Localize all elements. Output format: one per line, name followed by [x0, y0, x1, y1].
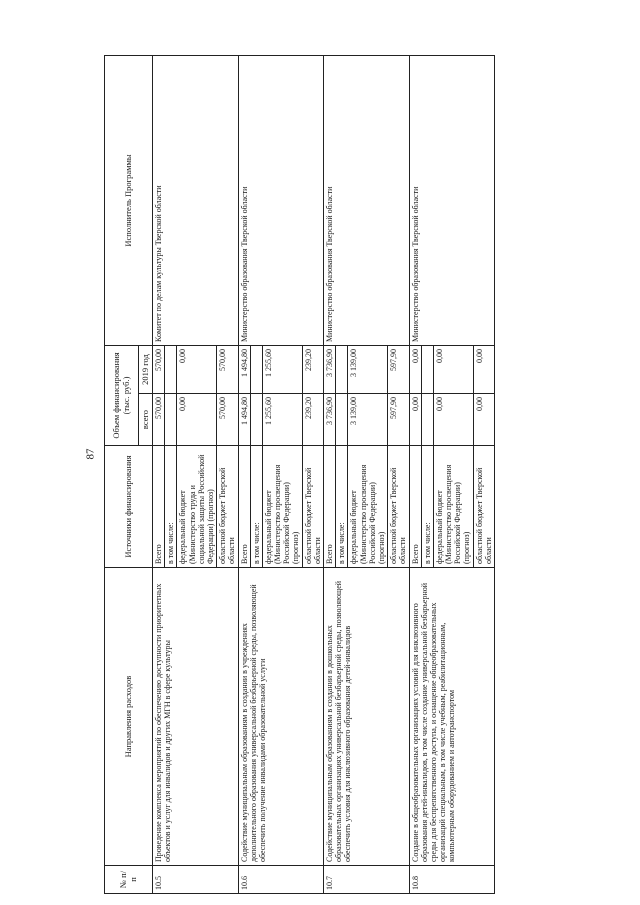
table-row	[324, 55, 336, 893]
table-row	[409, 55, 421, 893]
amount-2019: 239,20	[302, 345, 323, 393]
program-executor: Министерство образования Тверской области	[409, 55, 495, 345]
amount-2019: 0,00	[473, 345, 494, 393]
header-total: всего	[139, 394, 153, 446]
amount-2019: 570,00	[217, 345, 238, 393]
amount-total: 0,00	[433, 394, 473, 446]
amount-total	[165, 394, 177, 446]
amount-total	[336, 394, 348, 446]
amount-total	[250, 394, 262, 446]
amount-total: 1 255,60	[262, 394, 302, 446]
amount-2019: 3 736,90	[324, 345, 336, 393]
funding-source: федеральный бюджет (Министерство труда и социальной защиты Российской Федерации) (прогноз)	[177, 446, 217, 568]
amount-2019: 1 255,60	[262, 345, 302, 393]
amount-total: 0,00	[177, 394, 217, 446]
funding-source: федеральный бюджет (Министерство просвещения Российской Федерации) (прогноз)	[262, 446, 302, 568]
amount-2019: 570,00	[153, 345, 165, 393]
funding-source: Всего	[324, 446, 336, 568]
amount-total: 3 139,00	[348, 394, 388, 446]
program-executor: Комитет по делам культуры Тверской области	[153, 55, 239, 345]
amount-2019	[336, 345, 348, 393]
row-number: 10.8	[409, 866, 495, 894]
expense-direction: Создание в общеобразовательных организациях условий для инклюзивного образования детей-инвалидов, в том числе создание универсальной безбарьерной среды для беспрепятственного доступа, и оснащение общеобразовательных организаций специальным, в том числе учебным, реабилитационным, компьютерным оборудованием и автотранспортом	[409, 568, 495, 866]
amount-total: 239,20	[302, 394, 323, 446]
table-row	[238, 55, 250, 893]
rotated-page	[104, 56, 586, 894]
header-volume: Объем финансирования (тыс. руб.)	[105, 345, 139, 445]
amount-2019: 0,00	[177, 345, 217, 393]
amount-total	[421, 394, 433, 446]
header-direction: Направления расходов	[105, 568, 153, 866]
amount-2019: 597,90	[388, 345, 409, 393]
header-num: № п/п	[105, 866, 153, 894]
amount-2019	[250, 345, 262, 393]
funding-source: областной бюджет Тверской области	[388, 446, 409, 568]
funding-source: Всего	[238, 446, 250, 568]
funding-source: федеральный бюджет (Министерство просвещения Российской Федерации) (прогноз)	[348, 446, 388, 568]
amount-2019: 0,00	[409, 345, 421, 393]
funding-source: в том числе:	[336, 446, 348, 568]
amount-total: 3 736,90	[324, 394, 336, 446]
amount-total: 570,00	[217, 394, 238, 446]
table-body	[153, 55, 495, 893]
amount-2019: 0,00	[433, 345, 473, 393]
funding-source: Всего	[409, 446, 421, 568]
amount-total: 0,00	[409, 394, 421, 446]
header-sources: Источники финансирования	[105, 446, 153, 568]
row-number: 10.5	[153, 866, 239, 894]
expense-direction: Содействие муниципальным образованиям в создании в дошкольных образовательных организациях универсальной безбарьерной среды, позволяющей обеспечить условия для инклюзивного образования детей-инвалидов	[324, 568, 410, 866]
row-number: 10.7	[324, 866, 410, 894]
funding-source: в том числе:	[421, 446, 433, 568]
amount-total: 570,00	[153, 394, 165, 446]
funding-source: областной бюджет Тверской области	[302, 446, 323, 568]
amount-2019: 1 494,80	[238, 345, 250, 393]
row-number: 10.6	[238, 866, 324, 894]
funding-source: областной бюджет Тверской области	[217, 446, 238, 568]
table-row	[153, 55, 165, 893]
funding-source: областной бюджет Тверской области	[473, 446, 494, 568]
program-executor: Министерство образования Тверской области	[238, 55, 324, 345]
funding-source: Всего	[153, 446, 165, 568]
header-executor: Исполнитель Программы	[105, 55, 153, 345]
funding-source: в том числе:	[250, 446, 262, 568]
program-executor: Министерство образования Тверской области	[324, 55, 410, 345]
amount-total: 597,90	[388, 394, 409, 446]
header-year: 2019 год	[139, 345, 153, 393]
amount-2019: 3 139,00	[348, 345, 388, 393]
expense-direction: Содействие муниципальным образованиям в создании в учреждениях дополнительного образования универсальной безбарьерной среды, позволяющей обеспечить получение инвалидами образовательной услуги	[238, 568, 324, 866]
amount-total: 0,00	[473, 394, 494, 446]
funding-source: в том числе:	[165, 446, 177, 568]
amount-2019	[165, 345, 177, 393]
amount-total: 1 494,80	[238, 394, 250, 446]
page-number: 87	[84, 448, 97, 460]
expense-direction: Проведение комплекса мероприятий по обеспечению доступности приоритетных объектов и услуг для инвалидов и других МГН в сфере культуры	[153, 568, 239, 866]
financing-table	[104, 55, 495, 894]
amount-2019	[421, 345, 433, 393]
funding-source: федеральный бюджет (Министерство просвещения Российской Федерации) (прогноз)	[433, 446, 473, 568]
